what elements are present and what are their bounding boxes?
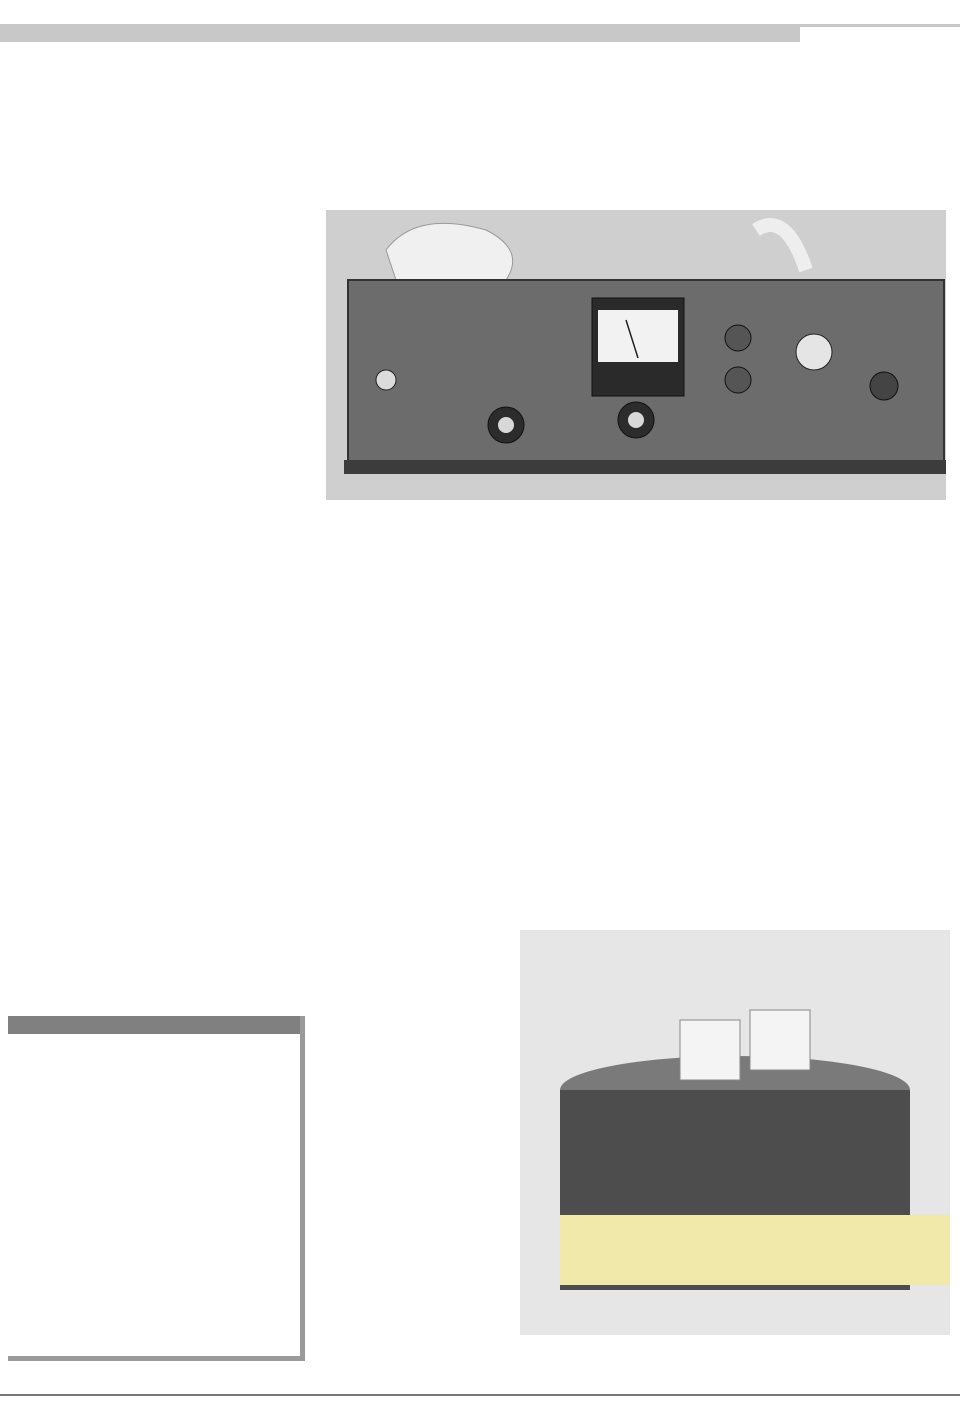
article-title: [8, 60, 948, 120]
column-right: [650, 512, 948, 524]
meter-face: [598, 310, 678, 362]
socket-1: [725, 325, 751, 351]
terminal-block-2: [750, 1010, 810, 1070]
device-base: [344, 460, 946, 474]
parameters-box: [8, 1016, 305, 1361]
transformer-illustration: [520, 930, 950, 1335]
device-photo: [326, 210, 946, 500]
socket-2: [725, 367, 751, 393]
column-middle: [326, 512, 626, 534]
parameters-title: [8, 1016, 300, 1034]
section-label: [758, 0, 960, 24]
terminal-block-1: [680, 1020, 740, 1080]
header-bar: [0, 24, 800, 42]
footer-rule: [0, 1394, 960, 1396]
knob-2-cap: [628, 412, 644, 428]
device-illustration: [326, 210, 946, 500]
heading-control: [326, 512, 626, 532]
socket-4: [870, 372, 898, 400]
gas-knob-cap: [498, 417, 514, 433]
transformer-photo: [520, 930, 950, 1335]
header-bar-thin: [800, 24, 960, 27]
tape-measure: [560, 1215, 950, 1285]
socket-3: [796, 334, 832, 370]
switch-knob: [376, 370, 396, 390]
